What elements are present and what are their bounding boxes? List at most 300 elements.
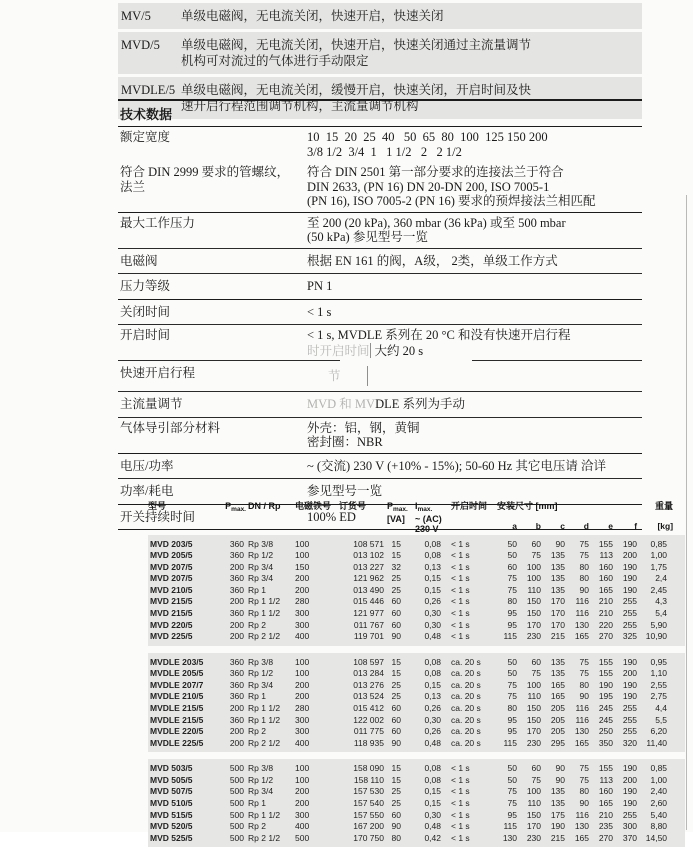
cell-solenoid: 280	[295, 702, 325, 714]
cell-pmax: 360	[218, 607, 248, 619]
cell-weight: 0,95	[641, 653, 685, 668]
cell-model: MVD 515/5	[148, 809, 218, 821]
cell-pmax: 200	[218, 702, 248, 714]
tech-row	[118, 361, 642, 391]
cell-dim-d: 116	[569, 714, 593, 726]
tech-label-line: 符合 DIN 2999 要求的管螺纹，	[120, 165, 290, 179]
col-header-order-number: 订货号	[339, 501, 367, 511]
tech-label-line: 气体导引部分材料	[120, 420, 221, 435]
cell-dn-rp: Rp 1 1/2	[248, 714, 295, 726]
cell-dim-d: 130	[569, 726, 593, 738]
cell-dim-f: 200	[617, 550, 641, 562]
cell-model: MVD 503/5	[148, 759, 218, 774]
cell-order-number: 121 977	[325, 607, 387, 619]
table-row	[148, 596, 685, 608]
cell-imax: 0,15	[415, 679, 451, 691]
table-header	[148, 497, 685, 535]
tech-value-line: ~ (交流) 230 V (+10% - 15%); 50-60 Hz 其它电压请 洽详	[307, 458, 606, 473]
cell-dim-e: 270	[593, 832, 617, 847]
cell-dim-a: 50	[497, 759, 521, 774]
cell-solenoid: 200	[295, 786, 325, 798]
cell-opening-time: < 1 s	[451, 809, 497, 821]
cell-dim-f: 255	[617, 809, 641, 821]
cell-model: MVDLE 215/5	[148, 702, 218, 714]
cell-dim-a: 60	[497, 561, 521, 573]
cell-model: MVD 510/5	[148, 797, 218, 809]
tech-value-line: 根据 EN 161 的阀，A级， 2类，单级工作方式	[307, 253, 558, 268]
cell-dim-d: 165	[569, 832, 593, 847]
cell-dim-f: 320	[617, 737, 641, 752]
cell-dim-a: 75	[497, 797, 521, 809]
cell-dim-b: 60	[521, 759, 545, 774]
tech-label-line: 开启时间	[120, 328, 171, 342]
cell-pmax: 360	[218, 714, 248, 726]
cell-order-number: 170 750	[325, 832, 387, 847]
cell-order-number: 118 935	[325, 737, 387, 752]
cell-dim-b: 170	[521, 726, 545, 738]
cell-dim-b: 230	[521, 832, 545, 847]
cell-weight: 8,80	[641, 821, 685, 833]
cell-dim-a: 75	[497, 573, 521, 585]
cell-dim-b: 75	[521, 774, 545, 786]
tech-label	[120, 421, 307, 450]
cell-weight: 2,40	[641, 786, 685, 798]
cell-solenoid: 280	[295, 596, 325, 608]
cell-pmax-va: 60	[387, 607, 415, 619]
col-header-imax: $I_{max.}$ ~ (AC) 230 V	[415, 501, 442, 534]
cell-opening-time: < 1 s	[451, 584, 497, 596]
tech-value	[307, 254, 642, 269]
cell-model: MVDLE 207/7	[148, 679, 218, 691]
table-row	[148, 561, 685, 573]
cell-pmax-va: 32	[387, 561, 415, 573]
cell-order-number: 157 550	[325, 809, 387, 821]
technical-data-table	[118, 99, 642, 531]
cell-dn-rp: Rp 3/8	[248, 535, 295, 550]
cell-dim-a: 50	[497, 774, 521, 786]
cell-dim-d: 130	[569, 619, 593, 631]
cell-weight: 4,4	[641, 702, 685, 714]
cell-dn-rp: Rp 2	[248, 726, 295, 738]
cell-dn-rp: Rp 2 1/2	[248, 737, 295, 752]
tech-label-line: 关闭时间	[120, 304, 171, 319]
cell-dn-rp: Rp 1	[248, 797, 295, 809]
cell-weight: 1,00	[641, 774, 685, 786]
cell-solenoid: 100	[295, 535, 325, 550]
cell-solenoid: 200	[295, 584, 325, 596]
cell-dn-rp: Rp 3/8	[248, 759, 295, 774]
table-row	[148, 584, 685, 596]
cell-pmax: 500	[218, 797, 248, 809]
cell-dim-c: 205	[545, 726, 569, 738]
cell-dim-a: 75	[497, 679, 521, 691]
cell-opening-time: < 1 s	[451, 821, 497, 833]
cell-pmax-va: 15	[387, 535, 415, 550]
cell-dim-e: 245	[593, 702, 617, 714]
cell-dim-a: 80	[497, 702, 521, 714]
cell-pmax: 200	[218, 619, 248, 631]
model-row	[118, 3, 642, 29]
cell-imax: 0,15	[415, 797, 451, 809]
tech-value	[307, 421, 642, 450]
cell-dim-e: 195	[593, 691, 617, 703]
cell-pmax-va: 15	[387, 550, 415, 562]
cell-imax: 0,08	[415, 759, 451, 774]
cell-solenoid: 500	[295, 832, 325, 847]
cell-weight: 2,45	[641, 584, 685, 596]
cell-imax: 0,08	[415, 535, 451, 550]
cell-pmax-va: 25	[387, 584, 415, 596]
tech-value	[307, 216, 642, 245]
tech-value	[307, 328, 642, 358]
cell-solenoid: 200	[295, 573, 325, 585]
cell-dim-a: 75	[497, 584, 521, 596]
cell-pmax-va: 60	[387, 702, 415, 714]
cell-dn-rp: Rp 1/2	[248, 774, 295, 786]
cell-pmax: 200	[218, 737, 248, 752]
cell-dim-e: 165	[593, 797, 617, 809]
cell-dim-f: 255	[617, 607, 641, 619]
tech-label-line: 压力等级	[120, 279, 171, 293]
cell-dim-b: 100	[521, 786, 545, 798]
cell-dim-e: 113	[593, 550, 617, 562]
cell-dim-a: 130	[497, 832, 521, 847]
table-row	[148, 726, 685, 738]
cell-solenoid: 200	[295, 691, 325, 703]
cell-weight: 11,40	[641, 737, 685, 752]
tech-value-line: 符合 DIN 2501 第一部分要求的连接法兰于符合	[307, 165, 564, 179]
tech-value	[307, 366, 642, 386]
cell-opening-time: < 1 s	[451, 550, 497, 562]
cell-opening-time: < 1 s	[451, 619, 497, 631]
cell-pmax-va: 25	[387, 786, 415, 798]
cell-pmax-va: 90	[387, 631, 415, 646]
cell-dim-a: 95	[497, 619, 521, 631]
tech-row	[118, 391, 642, 417]
cell-dn-rp: Rp 3/4	[248, 561, 295, 573]
cell-dim-e: 210	[593, 809, 617, 821]
model-description-line: 单级电磁阀，无电流关闭，缓慢开启，快速关闭，开启时间及快	[181, 83, 532, 97]
cell-dim-c: 205	[545, 702, 569, 714]
table-row	[148, 668, 685, 680]
cell-imax: 0,26	[415, 726, 451, 738]
cell-pmax-va: 60	[387, 596, 415, 608]
col-header-dn-rp: DN / Rp	[248, 501, 281, 511]
cell-dn-rp: Rp 1/2	[248, 550, 295, 562]
table-row	[148, 691, 685, 703]
cell-imax: 0,30	[415, 607, 451, 619]
cell-dim-d: 75	[569, 653, 593, 668]
col-header-model: 型号	[148, 501, 167, 511]
cell-weight: 5,40	[641, 809, 685, 821]
cell-dim-d: 80	[569, 573, 593, 585]
cell-dim-a: 50	[497, 653, 521, 668]
cell-dim-c: 165	[545, 679, 569, 691]
cell-opening-time: < 1 s	[451, 535, 497, 550]
cell-dim-c: 135	[545, 561, 569, 573]
cell-opening-time: ca. 20 s	[451, 668, 497, 680]
cell-order-number: 011 775	[325, 726, 387, 738]
cell-opening-time: < 1 s	[451, 797, 497, 809]
cell-dim-c: 135	[545, 668, 569, 680]
cell-dim-d: 165	[569, 737, 593, 752]
cell-order-number: 013 102	[325, 550, 387, 562]
cell-model: MVDLE 215/5	[148, 714, 218, 726]
cell-dim-a: 75	[497, 691, 521, 703]
table-row	[148, 714, 685, 726]
table-row	[148, 607, 685, 619]
cell-dim-b: 150	[521, 809, 545, 821]
cell-weight: 2,60	[641, 797, 685, 809]
cell-dim-f: 190	[617, 679, 641, 691]
cell-dim-a: 95	[497, 714, 521, 726]
cell-order-number: 015 412	[325, 702, 387, 714]
cell-pmax: 360	[218, 679, 248, 691]
cell-model: MVD 210/5	[148, 584, 218, 596]
col-header-mounting-dims: 安装尺寸 [mm]	[497, 501, 558, 511]
cell-pmax: 360	[218, 653, 248, 668]
cell-dim-d: 80	[569, 679, 593, 691]
cell-dim-c: 135	[545, 584, 569, 596]
cell-dim-c: 90	[545, 535, 569, 550]
cell-solenoid: 100	[295, 550, 325, 562]
cell-pmax-va: 60	[387, 809, 415, 821]
cell-dn-rp: Rp 1 1/2	[248, 607, 295, 619]
cell-pmax-va: 25	[387, 573, 415, 585]
cell-dim-f: 255	[617, 714, 641, 726]
tech-value-line: 密封圈：NBR	[307, 435, 383, 449]
cell-dn-rp: Rp 2	[248, 821, 295, 833]
table-row	[148, 653, 685, 668]
cell-pmax: 360	[218, 535, 248, 550]
tech-value-line: 3/8 1/2 3/4 1 1 1/2 2 2 1/2	[307, 144, 462, 159]
cell-dim-b: 60	[521, 535, 545, 550]
cell-dim-c: 295	[545, 737, 569, 752]
cell-dim-e: 210	[593, 596, 617, 608]
cell-dim-c: 90	[545, 774, 569, 786]
cell-imax: 0,30	[415, 714, 451, 726]
cell-dn-rp: Rp 1	[248, 584, 295, 596]
cell-model: MVD 507/5	[148, 786, 218, 798]
cell-opening-time: ca. 20 s	[451, 726, 497, 738]
cell-dim-e: 220	[593, 619, 617, 631]
cell-solenoid: 200	[295, 797, 325, 809]
col-header-pmax-va: $P_{max.}$ [VA]	[387, 501, 408, 524]
tech-label	[120, 328, 307, 358]
table-row	[148, 759, 685, 774]
cell-dim-d: 116	[569, 596, 593, 608]
cell-solenoid: 100	[295, 759, 325, 774]
cell-opening-time: ca. 20 s	[451, 679, 497, 691]
cell-dim-d: 75	[569, 774, 593, 786]
cell-dim-c: 135	[545, 550, 569, 562]
cell-dim-f: 300	[617, 821, 641, 833]
cell-dim-e: 155	[593, 668, 617, 680]
tech-value-line: DIN 2633, (PN 16) DN 20-DN 200, ISO 7005-1	[307, 179, 550, 194]
cell-dim-a: 75	[497, 786, 521, 798]
cell-opening-time: < 1 s	[451, 596, 497, 608]
cell-weight: 2,55	[641, 679, 685, 691]
cell-dim-b: 75	[521, 668, 545, 680]
tech-value-line: (PN 16), ISO 7005-2 (PN 16) 要求的预焊接法兰相匹配	[307, 194, 596, 208]
cell-imax: 0,48	[415, 821, 451, 833]
cell-dim-a: 115	[497, 631, 521, 646]
cell-model: MVD 207/5	[148, 561, 218, 573]
cell-opening-time: ca. 20 s	[451, 737, 497, 752]
cell-order-number: 013 524	[325, 691, 387, 703]
col-header-opening-time: 开启时间	[451, 501, 488, 511]
table-row	[148, 821, 685, 833]
cell-dn-rp: Rp 1 1/2	[248, 702, 295, 714]
cell-opening-time: ca. 20 s	[451, 702, 497, 714]
cell-dim-a: 115	[497, 821, 521, 833]
tech-value-text: DLE 系列为手动	[375, 397, 465, 411]
tech-label-line: 主流量调节	[120, 397, 183, 411]
cell-weight: 0,85	[641, 535, 685, 550]
table-row	[148, 535, 685, 550]
cell-dim-c: 170	[545, 607, 569, 619]
cell-dim-e: 160	[593, 573, 617, 585]
tech-label	[120, 397, 307, 412]
table-gap-cell	[148, 646, 685, 653]
cell-model: MVD 505/5	[148, 774, 218, 786]
table-group	[148, 535, 685, 646]
cell-dim-d: 80	[569, 561, 593, 573]
cell-solenoid: 300	[295, 607, 325, 619]
model-row	[118, 32, 642, 74]
cell-imax: 0,13	[415, 691, 451, 703]
cell-solenoid: 400	[295, 737, 325, 752]
cell-pmax-va: 60	[387, 726, 415, 738]
cell-pmax: 500	[218, 774, 248, 786]
tech-value-line: 参见型号一览	[307, 484, 383, 498]
tech-value	[307, 397, 642, 412]
cell-opening-time: ca. 20 s	[451, 714, 497, 726]
cell-dim-c: 215	[545, 832, 569, 847]
cell-model: MVD 520/5	[148, 821, 218, 833]
cell-dim-f: 325	[617, 631, 641, 646]
tech-row	[118, 417, 642, 453]
cell-solenoid: 300	[295, 726, 325, 738]
cell-dn-rp: Rp 1 1/2	[248, 596, 295, 608]
watermark-ghost-text: 时开启时间	[307, 343, 370, 358]
cell-imax: 0,48	[415, 631, 451, 646]
cell-order-number: 167 200	[325, 821, 387, 833]
cell-pmax-va: 25	[387, 797, 415, 809]
cell-dim-f: 190	[617, 535, 641, 550]
cell-dn-rp: Rp 2 1/2	[248, 832, 295, 847]
cell-solenoid: 400	[295, 821, 325, 833]
tech-label-line: 电磁阀	[120, 253, 158, 268]
cell-model: MVD 215/5	[148, 596, 218, 608]
col-header-weight-unit: [kg]	[657, 521, 674, 531]
cell-solenoid: 300	[295, 809, 325, 821]
cell-pmax-va: 60	[387, 714, 415, 726]
table-row	[148, 786, 685, 798]
cell-weight: 10,90	[641, 631, 685, 646]
tech-value-line: 至 200 (20 kPa), 360 mbar (36 kPa) 或至 500 mbar	[307, 215, 566, 230]
table-row	[148, 631, 685, 646]
cell-order-number: 013 227	[325, 561, 387, 573]
col-header-dim-e: e	[608, 521, 613, 531]
cell-dim-b: 170	[521, 821, 545, 833]
cell-dn-rp: Rp 3/4	[248, 573, 295, 585]
table-row	[148, 702, 685, 714]
cell-dim-d: 130	[569, 821, 593, 833]
cell-dim-f: 190	[617, 797, 641, 809]
cell-model: MVDLE 210/5	[148, 691, 218, 703]
cell-dim-e: 160	[593, 786, 617, 798]
cell-weight: 2,4	[641, 573, 685, 585]
cell-dn-rp: Rp 2	[248, 619, 295, 631]
cell-solenoid: 150	[295, 561, 325, 573]
cell-dim-f: 190	[617, 573, 641, 585]
cell-weight: 1,00	[641, 550, 685, 562]
cell-dim-a: 95	[497, 607, 521, 619]
table-gap-row	[148, 646, 685, 653]
cell-dim-b: 100	[521, 573, 545, 585]
watermark-ghost-text: 节	[328, 369, 341, 383]
cell-dim-b: 150	[521, 702, 545, 714]
col-header-pmax: $P_{max.}$	[225, 501, 246, 513]
tech-label	[120, 279, 307, 294]
tech-data-rows	[118, 127, 642, 529]
cell-dim-c: 170	[545, 596, 569, 608]
cell-pmax-va: 60	[387, 619, 415, 631]
cell-pmax-va: 90	[387, 821, 415, 833]
cell-imax: 0,48	[415, 737, 451, 752]
cell-dim-d: 90	[569, 691, 593, 703]
cell-opening-time: < 1 s	[451, 631, 497, 646]
cell-opening-time: < 1 s	[451, 573, 497, 585]
scan-edge-artifact	[686, 195, 687, 830]
cell-pmax: 360	[218, 584, 248, 596]
cell-weight: 5,4	[641, 607, 685, 619]
cell-dim-d: 90	[569, 584, 593, 596]
cell-weight: 6,20	[641, 726, 685, 738]
tech-label	[120, 165, 307, 209]
cell-solenoid: 100	[295, 653, 325, 668]
cell-dim-a: 95	[497, 809, 521, 821]
model-code: MVD/5	[121, 38, 160, 52]
cell-pmax-va: 90	[387, 737, 415, 752]
cell-model: MVD 220/5	[148, 619, 218, 631]
model-description-line: 单级电磁阀，无电流关闭，快速开启，快速关闭通过主流量调节	[181, 38, 532, 52]
cell-opening-time: ca. 20 s	[451, 691, 497, 703]
cell-model: MVDLE 205/5	[148, 668, 218, 680]
cell-pmax: 200	[218, 631, 248, 646]
cell-pmax-va: 15	[387, 653, 415, 668]
cell-dim-e: 155	[593, 653, 617, 668]
cell-solenoid: 100	[295, 668, 325, 680]
table-row	[148, 797, 685, 809]
table-group	[148, 653, 685, 753]
cell-dim-d: 90	[569, 797, 593, 809]
tech-label	[120, 254, 307, 269]
cell-dim-f: 190	[617, 786, 641, 798]
cell-dim-f: 370	[617, 832, 641, 847]
cell-pmax: 360	[218, 668, 248, 680]
tech-row	[118, 162, 642, 212]
cell-imax: 0,13	[415, 561, 451, 573]
cell-order-number: 121 962	[325, 573, 387, 585]
cell-dim-c: 215	[545, 631, 569, 646]
tech-row	[118, 299, 642, 325]
cell-dim-c: 175	[545, 809, 569, 821]
cell-dim-f: 190	[617, 691, 641, 703]
cell-pmax: 200	[218, 726, 248, 738]
cell-dim-b: 150	[521, 714, 545, 726]
